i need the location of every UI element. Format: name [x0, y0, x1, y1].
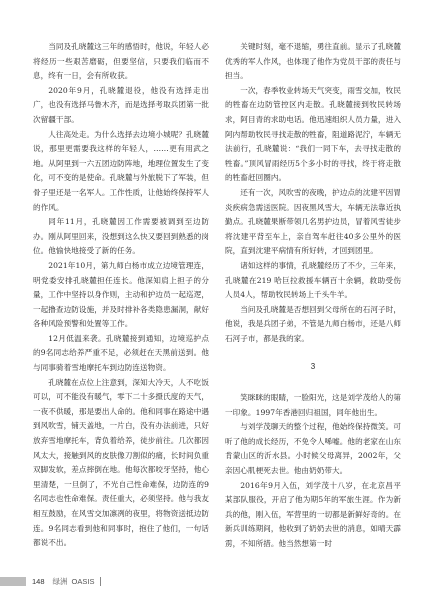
page-number: 148: [32, 577, 45, 586]
paragraph: 2021年10月，第九师白杨市成立边境管理连，明党委安排孔晓麓担任连长。他深知肩上担子的分量，工作中坚持以身作则，主动和护边员一起巡逻，一起撸查边防设施，并及时排补各类隐患漏洞，献好各种风险预警和处置等工作。: [33, 260, 209, 329]
article-right-column: [225, 40, 401, 552]
paragraph: 2016年9月入伍，刘学茂十八岁，在北京昌平某部队服役，开启了他为期5年的军旅生涯。作为新兵的他，刚入伍，军营里的一切都是新鲜好奇的。在新兵训练期间，他收到了奶奶去世的消息，如晴天霹雳，不知所措。他当然想第一时: [225, 480, 401, 548]
paragraph: 与刘学茂聊天的整个过程，他始终保持微笑。可听了他的成长经历，不免令人唏嘘。他的老家在山东肯蒙山区的沂水县。小时候父母离异，2002年，父亲因心肌梗死去世。他由奶奶带大。: [225, 422, 401, 476]
paragraph: 同年11月，孔晓麓因工作需要被调到至边防办。刚从阿里回来，没想到这么快又要回到熟悉的岗位。他愉快地接受了新的任务。: [33, 217, 209, 256]
paragraph: 当问及孔晓麓是否想回到父母所在的石河子时，他说，我是兵团子弟，不管是九师白杨市，还是八师石河子市，都是我的家。: [225, 304, 401, 343]
paragraph: 12月低温来袭。孔晓麓接到通知，边境巡护点的9名同志给养严重不足，必须赶在天黑前送到。他与同事骑着雪地摩托车到边防连送物资。: [33, 333, 209, 373]
footer-bar: [0, 577, 26, 586]
paragraph: 笑眯眯的眼睛，一脸阳光，这是刘学茂给人的第一印象。1997年香港回归祖国，同年他出生。: [225, 393, 401, 417]
section-number: 3: [310, 362, 316, 372]
paragraph: 当同及孔晓麓这三年的感悟时，他说，年轻人必将经历一些艰苦磨砺，但要坚信，只要我们临而不息，终有一日，会有所收获。: [33, 42, 209, 81]
paragraph: 诸如这样的事情，孔晓麓经历了不少，三年来，孔晓麓在219 哈巨拉救援车辆百十余辆，救助受伤人员4人，帮助牧民转场上千头牛羊。: [225, 260, 401, 300]
paragraph: 还有一次，风吹雪的夜晚，护边点的沈建平因胃炎疾病急需送医院。因夜黑风雪大，车辆无法靠近执勤点。孔晓麓果断带领几名男护边员，冒着风雪徒步将沈建平背至车上，亲自驾车赶往40多公里外的医院，直到沈建平病情有所好转，才回到团里。: [225, 187, 401, 256]
paragraph: 2020年9月，孔晓麓退役，他没有选择走出广，也没有选择马鲁木齐，而是选择考取兵团第一批次留疆干部。: [33, 85, 209, 124]
magazine-name-cn: 绿洲: [52, 577, 68, 586]
magazine-name-en: OASIS: [71, 577, 95, 586]
paragraph: 人往高处走。为什么选择去边境小城呢？孔晓麓说，那里更需要我这样的年轻人，……更有用武之地。从阿里到一六五团边防阵地，地理位置发生了变化，可不变的是使命。孔晓麓与外旅脱下了军装，但骨子里还是一名军人。工作性质，让他始终保持军人的作风。: [33, 129, 209, 212]
article-left-column: [33, 40, 209, 551]
page-footer: [0, 576, 107, 587]
footer-divider: [100, 577, 101, 586]
paragraph: 一次，春季牧业转场天气突变，雨雪交加，牧民的牲畜在边防管控区内走散。孔晓麓接到牧民转场求，阿目青的求助电话。他迅速组织人员力量，进入阿内帮助牧民寻找走散的牲畜，阻道路泥泞，车辆无法前行，孔晓麓说：“我们一同下车，去寻找走散的牲畜。”顶风冒雨经历5个多小时的寻找，终于将走散的牲畜赶回圈内。: [225, 85, 401, 183]
paragraph: 孔晓麓在点位上注意到，深知大冷天，人不吃饭可以，可不能没有暖气，零下二十多摄氏度的天气，一夜不供暖，那是要出人命的。他和同事在路途中遇到风吹雪，铺天盖地，一片白，没有办法前进，只好放弃雪地摩托车，背负着给养，徒步前往。几次都因风太大，接触到风的皮肤像刀割似的痛，长时间负重双脚发软，差点摔倒在地。他每次都咬牙坚持，他心里清楚，一旦倒了，不光自己性命难保，边防连的9名同志也性命难保。责任重大，必须坚持。他与我友相互鼓励，在风雪交加凛冽的夜里，将物资送抵边防连。9名同志看到他和同事时，抱住了他们，一句话都说不出。: [33, 377, 209, 548]
paragraph: 关键时刻，毫不退缩，勇往直前。显示了孔晓麓优秀的军人作风，也体现了他作为党员干部的责任与担当。: [225, 42, 401, 81]
